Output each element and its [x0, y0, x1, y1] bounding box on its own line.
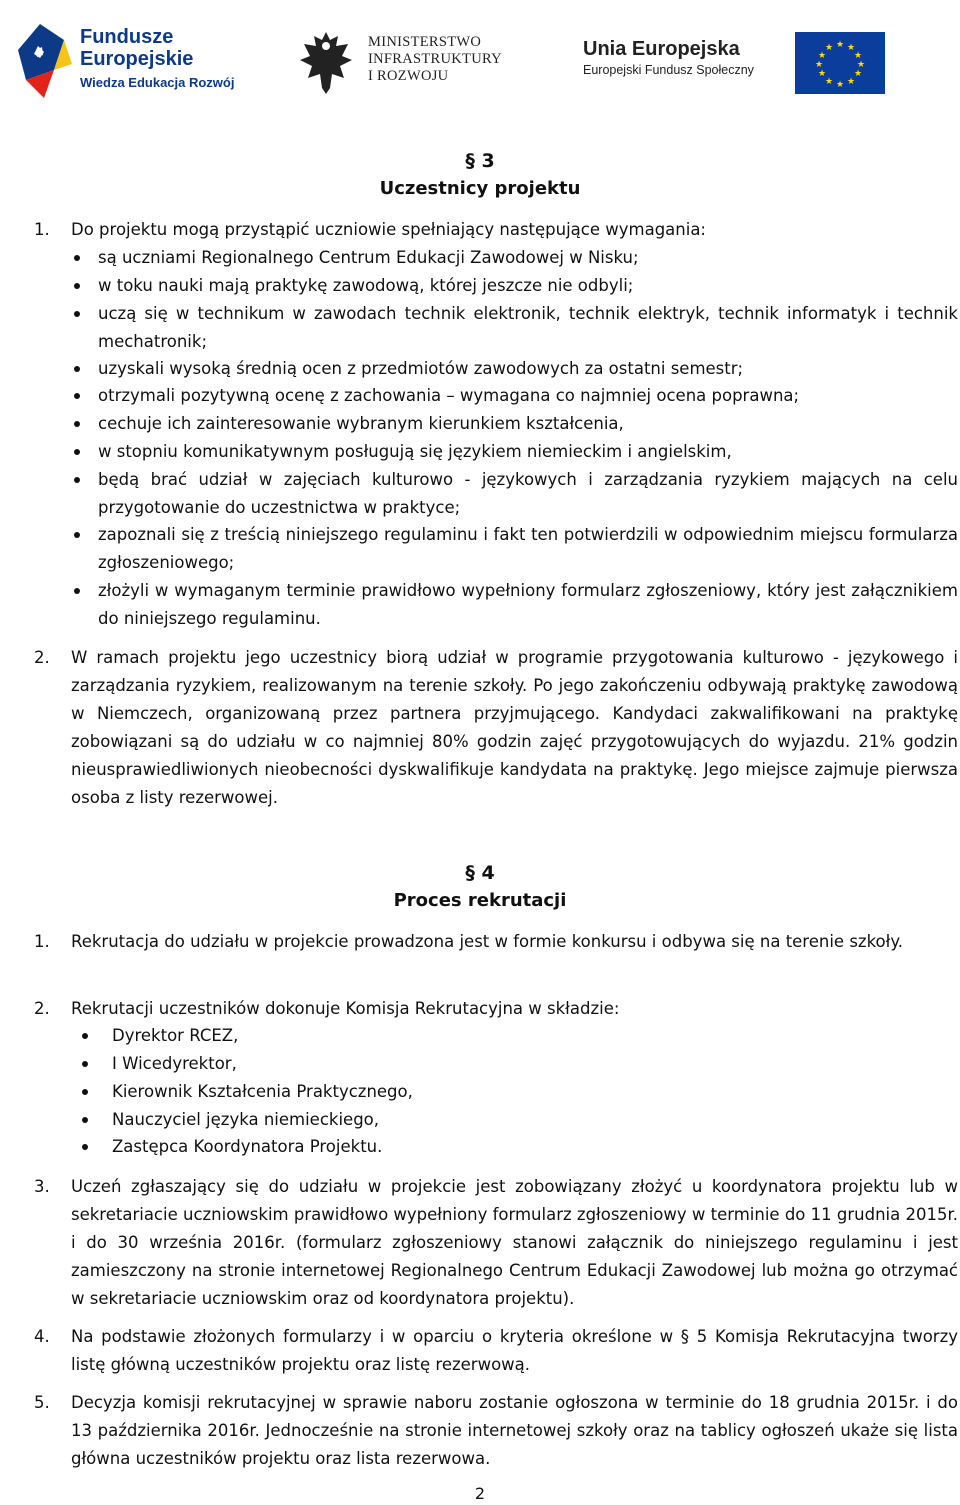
bullet-dot — [74, 449, 80, 455]
svg-text:★: ★ — [835, 80, 845, 90]
svg-text:★: ★ — [853, 51, 863, 61]
bullet-item: otrzymali pozytywną ocenę z zachowania – wymagana co najmniej ocena poprawna; — [98, 386, 800, 405]
item-text: Rekrutacja do udziału w projekcie prowadzona jest w formie konkursu i odbywa się na terenie szkoły. — [71, 932, 903, 951]
bullet-dot — [74, 283, 80, 289]
bullet-dot — [82, 1061, 88, 1067]
item-number: 3. — [34, 1177, 50, 1196]
bullet-dot — [74, 255, 80, 261]
bullet-dot — [74, 366, 80, 372]
item-number: 2. — [34, 648, 50, 667]
item-text: Do projektu mogą przystąpić uczniowie spełniający następujące wymagania: — [71, 220, 706, 239]
svg-text:★: ★ — [835, 40, 845, 50]
bullet-item: uczą się w technikum w zawodach technik elektronik, technik elektryk, technik informatyk i technik mechatronik; — [98, 304, 958, 351]
bullet-dot — [74, 532, 80, 538]
bullet-item: są uczniami Regionalnego Centrum Edukacji Zawodowej w Nisku; — [98, 248, 639, 267]
bullet-dot — [74, 393, 80, 399]
eu-line1: Unia Europejska — [583, 38, 740, 60]
fe-line2: Europejskie — [80, 48, 194, 70]
bullet-dot — [82, 1117, 88, 1123]
bullet-dot — [82, 1144, 88, 1150]
eu-flag-icon — [795, 32, 885, 94]
section-title: Uczestnicy projektu — [379, 178, 581, 199]
bullet-item: zapoznali się z treścią niniejszego regulaminu i fakt ten potwierdzili w odpowiednim miejscu formularza zgłoszeniowego; — [98, 525, 958, 572]
page-number: 2 — [474, 1484, 486, 1503]
item-number: 4. — [34, 1327, 50, 1346]
bullet-item: będą brać udział w zajęciach kulturowo - językowych i zarządzania ryzykiem mających na celu przygotowanie do uczestnictwa w praktyce; — [98, 470, 958, 517]
bullet-dot — [82, 1089, 88, 1095]
item-number: 1. — [34, 220, 50, 239]
bullet-dot — [74, 311, 80, 317]
fe-star-icon — [14, 20, 74, 100]
bullet-dot — [74, 477, 80, 483]
bullet-item: cechuje ich zainteresowanie wybranym kierunkiem kształcenia, — [98, 414, 624, 433]
svg-text:★: ★ — [824, 77, 834, 87]
fundusze-europejskie-logo — [14, 20, 254, 100]
item-text: Rekrutacji uczestników dokonuje Komisja Rekrutacyjna w składzie: — [71, 999, 620, 1018]
ministry-logo — [298, 28, 528, 100]
svg-text:★: ★ — [814, 60, 824, 70]
section-number: § 4 — [465, 862, 495, 884]
bullet-item: I Wicedyrektor, — [112, 1054, 237, 1073]
item-text: Decyzja komisji rekrutacyjnej w sprawie naboru zostanie ogłoszona w terminie do 18 grudnia 2015r. i do 13 października 2016r. Jednocześnie na stronie internetowej szkoły oraz na tablicy ogłoszeń ukaże się lista główna uczestników projektu oraz lista rezerwowa. — [71, 1393, 958, 1468]
svg-text:★: ★ — [817, 69, 827, 79]
bullet-item: Dyrektor RCEZ, — [112, 1026, 239, 1045]
bullet-item: Kierownik Kształcenia Praktycznego, — [112, 1082, 413, 1101]
header-logos — [0, 0, 960, 120]
bullet-item: uzyskali wysoką średnią ocen z przedmiotów zawodowych za ostatni semestr; — [98, 359, 744, 378]
item-text: W ramach projektu jego uczestnicy biorą udział w programie przygotowania kulturowo - językowego i zarządzania ryzykiem, realizowanym na terenie szkoły. Po jego zakończeniu odbywają praktykę zawodową w Niemczech, organizowaną przez partnera przyjmującego. Kandydaci zakwalifikowani na praktykę zobowiązani są do udziału w co najmniej 80% godzin zajęć przygotowujących do wyjazdu. 21% godzin nieusprawiedliwionych nieobecności dyskwalifikuje kandydata na praktykę. Jego miejsce zajmuje pierwsza osoba z listy rezerwowej. — [71, 648, 958, 807]
eu-line2: Europejski Fundusz Społeczny — [583, 63, 754, 77]
ministry-line1: MINISTERSTWO — [368, 34, 482, 50]
svg-text:★: ★ — [846, 43, 856, 53]
svg-text:★: ★ — [853, 69, 863, 79]
bullet-dot — [74, 588, 80, 594]
section-title: Proces rekrutacji — [393, 890, 567, 911]
unia-europejska-logo — [575, 30, 885, 100]
bullet-item: Nauczyciel języka niemieckiego, — [112, 1110, 380, 1129]
svg-text:★: ★ — [817, 51, 827, 61]
bullet-dot — [74, 421, 80, 427]
item-number: 5. — [34, 1393, 50, 1412]
svg-text:★: ★ — [846, 77, 856, 87]
bullet-item: w toku nauki mają praktykę zawodową, której jeszcze nie odbyli; — [98, 276, 634, 295]
bullet-item: złożyli w wymaganym terminie prawidłowo wypełniony formularz zgłoszeniowy, który jest załącznikiem do niniejszego regulaminu. — [98, 581, 958, 628]
ministry-line3: I ROZWOJU — [368, 68, 449, 84]
svg-text:★: ★ — [824, 43, 834, 53]
item-text: Uczeń zgłaszający się do udziału w projekcie jest zobowiązany złożyć u koordynatora projektu lub w sekretariacie uczniowskim prawidłowo wypełniony formularz zgłoszeniowy w terminie do 11 grudnia 2015r. i do 30 września 2016r. (formularz zgłoszeniowy stanowi załącznik do niniejszego regulaminu i jest zamieszczony na stronie internetowej Regionalnego Centrum Edukacji Zawodowej lub można go otrzymać w sekretariacie uczniowskim oraz od koordynatora projektu). — [71, 1177, 958, 1308]
bullet-dot — [82, 1033, 88, 1039]
item-number: 2. — [34, 999, 50, 1018]
bullet-item: w stopniu komunikatywnym posługują się językiem niemieckim i angielskim, — [98, 442, 732, 461]
section-number: § 3 — [465, 150, 495, 172]
svg-text:★: ★ — [856, 60, 866, 70]
item-text: Na podstawie złożonych formularzy i w oparciu o kryteria określone w § 5 Komisja Rekrutacyjna tworzy listę główną uczestników projektu oraz listę rezerwową. — [71, 1327, 958, 1374]
bullet-item: Zastępca Koordynatora Projektu. — [112, 1137, 383, 1156]
fe-line1: Fundusze — [80, 26, 174, 48]
fe-line3: Wiedza Edukacja Rozwój — [80, 75, 235, 90]
item-number: 1. — [34, 932, 50, 951]
ministry-line2: INFRASTRUKTURY — [368, 51, 502, 67]
eagle-emblem-icon — [298, 28, 354, 98]
